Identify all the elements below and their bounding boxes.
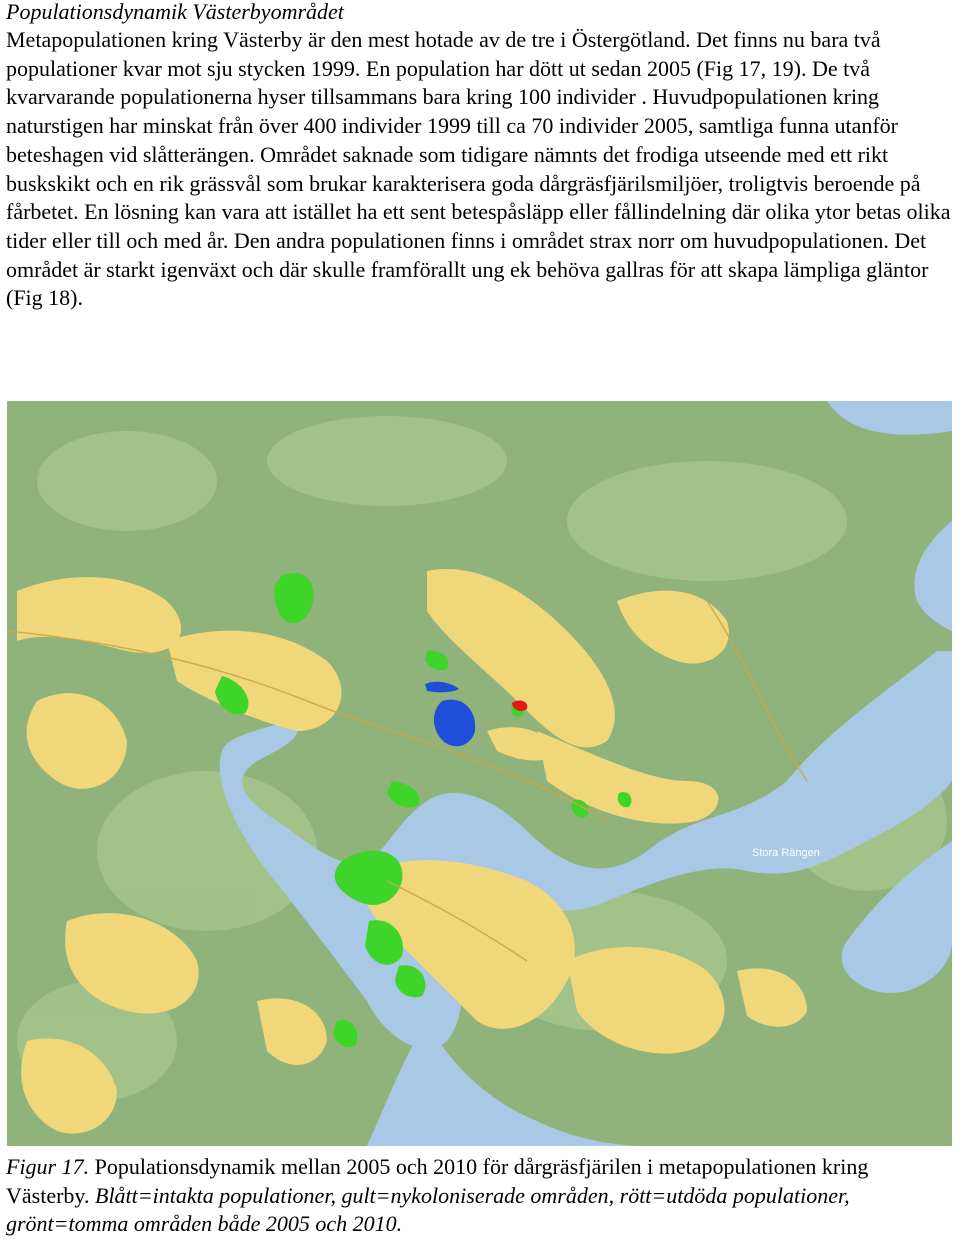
population-map xyxy=(7,401,952,1146)
figure-caption xyxy=(6,1153,956,1239)
caption-text: Populationsdynamik mellan 2005 och 2010 för dårgräsfjärilen i metapopulationen kring Västerby. xyxy=(6,1154,869,1208)
caption-legend-text: Blått=intakta populationer, gult=nykoloniserade områden, rött=utdöda populationer, grönt=tomma områden både 2005 och 2010. xyxy=(6,1182,850,1236)
body-paragraph: Metapopulationen kring Västerby är den mest hotade av de tre i Östergötland. Det finns nu bara två populationer kvar mot sju stycken 1999. En population har dött ut sedan 2005 (Fig 17, 19). De två kvarvarande populationerna hyser tillsammans bara kring 100 individer . Huvudpopulationen kring naturstigen har minskat från över 400 individer 1999 till ca 70 individer 2005, samtliga funna utanför beteshagen vid slåtterängen. Området saknade som tidigare nämnts det frodiga utseende med ett rikt buskskikt och en rik grässvål som brukar karakterisera goda dårgräsfjärilsmiljöer, troligtvis beroende på fårbetet. En lösning kan vara att istället ha ett sent betespåsläpp eller fållindelning där olika ytor betas olika tider eller till och med år. Den andra populationen finns i området strax norr om huvudpopulationen. Det området är starkt igenväxt och där skulle framförallt ung ek behöva gallras för att skapa lämpliga gläntor (Fig 18). xyxy=(6,27,951,311)
place-label: Stora Rängen xyxy=(752,847,820,859)
section-heading: Populationsdynamik Västerbyområdet xyxy=(6,0,344,24)
map-svg xyxy=(7,401,952,1146)
caption-label: Figur 17. xyxy=(6,1154,95,1179)
